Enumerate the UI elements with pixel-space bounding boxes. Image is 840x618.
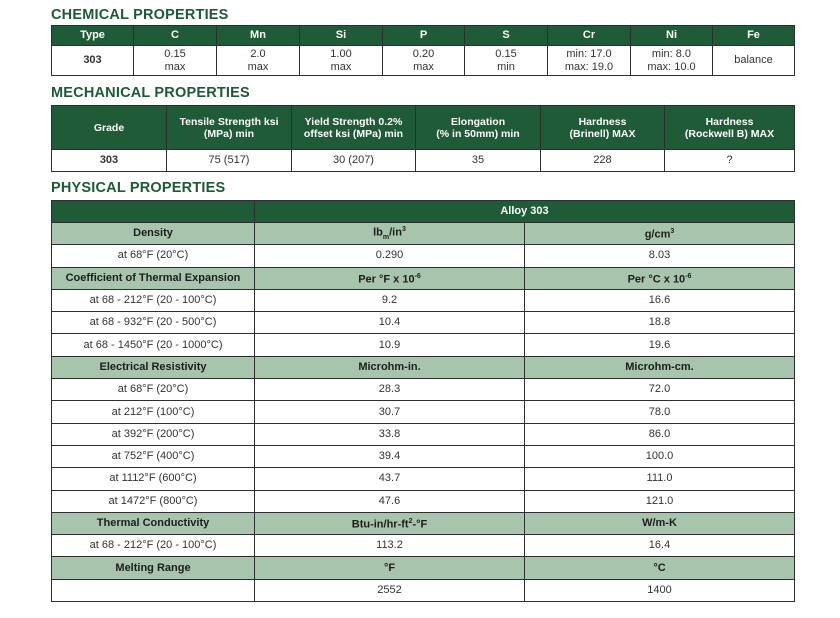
table-row [52,535,795,557]
value-imperial: 2552 [255,579,525,601]
column-header: Type [52,26,134,46]
value-imperial: 0.290 [255,245,525,267]
chemical-properties-heading: CHEMICAL PROPERTIES [51,7,229,23]
condition-label: at 68 - 932°F (20 - 500°C) [52,312,255,334]
condition-label: at 68 - 212°F (20 - 100°C) [52,535,255,557]
corner-cell [52,201,255,223]
cell-line: 0.15 [495,47,517,60]
header-line: Hardness [705,115,754,128]
column-header: Fe [713,26,795,46]
value-imperial: 28.3 [255,379,525,401]
section-label: Coefficient of Thermal Expansion [52,267,255,289]
condition-label: at 68 - 1450°F (20 - 1000°C) [52,334,255,356]
table-row [52,150,795,172]
table-row [52,379,795,401]
table-row [52,289,795,311]
alloy-header: Alloy 303 [255,201,795,223]
physical-properties-heading: PHYSICAL PROPERTIES [51,180,226,196]
unit-main: Btu-in/hr-ft [351,518,409,531]
column-header [52,106,167,150]
cell-line: min: 8.0 [651,47,692,60]
value-metric: 121.0 [525,490,795,512]
table-row [52,445,795,467]
mechanical-properties-table [51,105,795,172]
unit-sup: 2 [408,518,413,526]
table-cell: 228 [541,150,665,172]
table-cell [631,46,713,76]
column-header [416,106,541,150]
header-line: Tensile Strength ksi [179,115,279,128]
table-header-row [52,201,795,223]
header-line: Hardness [578,115,627,128]
header-line: offset ksi (MPa) min [303,127,404,140]
section-header-row [52,557,795,579]
table-header-row [52,26,795,46]
unit-sup: -6 [685,272,692,280]
cell-line: max [247,60,269,73]
value-imperial: 30.7 [255,401,525,423]
table-cell [713,46,795,76]
cell-line: max [330,60,352,73]
table-row [52,312,795,334]
header-line: (% in 50mm) min [436,127,520,140]
condition-label: at 392°F (200°C) [52,423,255,445]
table-cell [52,46,134,76]
value-metric: 19.6 [525,334,795,356]
header-line: (MPa) min [203,127,255,140]
condition-label: at 212°F (100°C) [52,401,255,423]
value-imperial: 39.4 [255,445,525,467]
header-line: (Brinell) MAX [569,127,636,140]
physical-properties-table [51,200,795,602]
table-cell: 75 (517) [167,150,292,172]
table-row [52,245,795,267]
value-imperial: 43.7 [255,468,525,490]
cell-line: 0.20 [412,47,435,60]
value-metric: 78.0 [525,401,795,423]
table-row [52,46,795,76]
value-metric: 16.6 [525,289,795,311]
table-cell: 30 (207) [292,150,416,172]
column-header: Cr [548,26,631,46]
cell-line: 303 [83,54,102,66]
mechanical-properties-heading: MECHANICAL PROPERTIES [51,85,250,101]
table-cell [134,46,217,76]
column-header: Mn [217,26,300,46]
section-header-row [52,223,795,245]
column-header [665,106,795,150]
unit-main: W/m-K [642,517,677,529]
table-row [52,468,795,490]
unit-metric [525,267,795,289]
unit-tail: /in [389,226,402,239]
unit-metric [525,557,795,579]
value-imperial: 10.9 [255,334,525,356]
cell-line: 2.0 [250,47,266,60]
column-header: Ni [631,26,713,46]
unit-sup: 3 [670,228,675,236]
table-row [52,401,795,423]
condition-label: at 68°F (20°C) [52,379,255,401]
chemical-properties-table [51,25,795,76]
column-header: C [134,26,217,46]
column-header: S [465,26,548,46]
value-metric: 18.8 [525,312,795,334]
condition-label: at 752°F (400°C) [52,445,255,467]
unit-main: °F [383,561,396,574]
unit-sup: 3 [401,226,406,234]
unit-main: Per °F x 10 [358,273,415,286]
section-label: Thermal Conductivity [52,512,255,534]
table-row [52,579,795,601]
header-line: Grade [93,121,125,134]
condition-label: at 1472°F (800°C) [52,490,255,512]
value-imperial: 9.2 [255,289,525,311]
column-header [541,106,665,150]
cell-line: 1.00 [330,47,352,60]
value-imperial: 47.6 [255,490,525,512]
unit-sub: m [382,234,390,242]
unit-metric [525,512,795,534]
unit-imperial [255,356,525,378]
value-imperial: 33.8 [255,423,525,445]
table-row [52,334,795,356]
column-header [167,106,292,150]
header-line: Yield Strength 0.2% [304,115,403,128]
column-header: Si [300,26,383,46]
table-cell [217,46,300,76]
table-cell [548,46,631,76]
value-metric: 111.0 [525,468,795,490]
unit-sup: -6 [414,272,421,280]
value-metric: 100.0 [525,445,795,467]
value-metric: 16.4 [525,535,795,557]
unit-main: °C [653,561,666,574]
value-imperial: 10.4 [255,312,525,334]
unit-main: g/cm [644,228,671,241]
unit-metric [525,356,795,378]
cell-line: min [497,60,515,73]
cell-line: max [413,60,434,73]
cell-line: max: 10.0 [647,60,696,73]
unit-metric [525,223,795,245]
condition-label: at 68°F (20°C) [52,245,255,267]
condition-label: at 68 - 212°F (20 - 100°C) [52,289,255,311]
unit-main: Microhm-in. [358,360,421,373]
table-cell [383,46,465,76]
cell-line: max: 19.0 [564,60,614,73]
value-metric: 8.03 [525,245,795,267]
unit-main: Microhm-cm. [625,360,694,373]
section-label: Melting Range [52,557,255,579]
section-label: Density [52,223,255,245]
unit-imperial [255,512,525,534]
condition-label [52,579,255,601]
unit-main: lb [373,226,383,239]
unit-main: Per °C x 10 [627,273,686,286]
table-header-row [52,106,795,150]
table-cell [465,46,548,76]
header-line: Elongation [450,115,506,128]
column-header [292,106,416,150]
value-metric: 72.0 [525,379,795,401]
condition-label: at 1112°F (600°C) [52,468,255,490]
unit-imperial [255,557,525,579]
unit-tail: -°F [412,518,428,531]
unit-imperial [255,223,525,245]
section-label: Electrical Resistivity [52,356,255,378]
cell-line: balance [734,54,773,66]
value-metric: 1400 [525,579,795,601]
cell-line: 0.15 [164,47,186,60]
column-header: P [383,26,465,46]
section-header-row [52,267,795,289]
value-imperial: 113.2 [255,535,525,557]
unit-imperial [255,267,525,289]
section-header-row [52,512,795,534]
table-cell: 35 [416,150,541,172]
value-metric: 86.0 [525,423,795,445]
header-line: (Rockwell B) MAX [684,127,775,140]
table-cell [300,46,383,76]
table-row [52,490,795,512]
table-cell: ? [665,150,795,172]
table-row [52,423,795,445]
table-cell: 303 [52,150,167,172]
cell-line: max [164,60,186,73]
cell-line: min: 17.0 [566,47,612,60]
section-header-row [52,356,795,378]
